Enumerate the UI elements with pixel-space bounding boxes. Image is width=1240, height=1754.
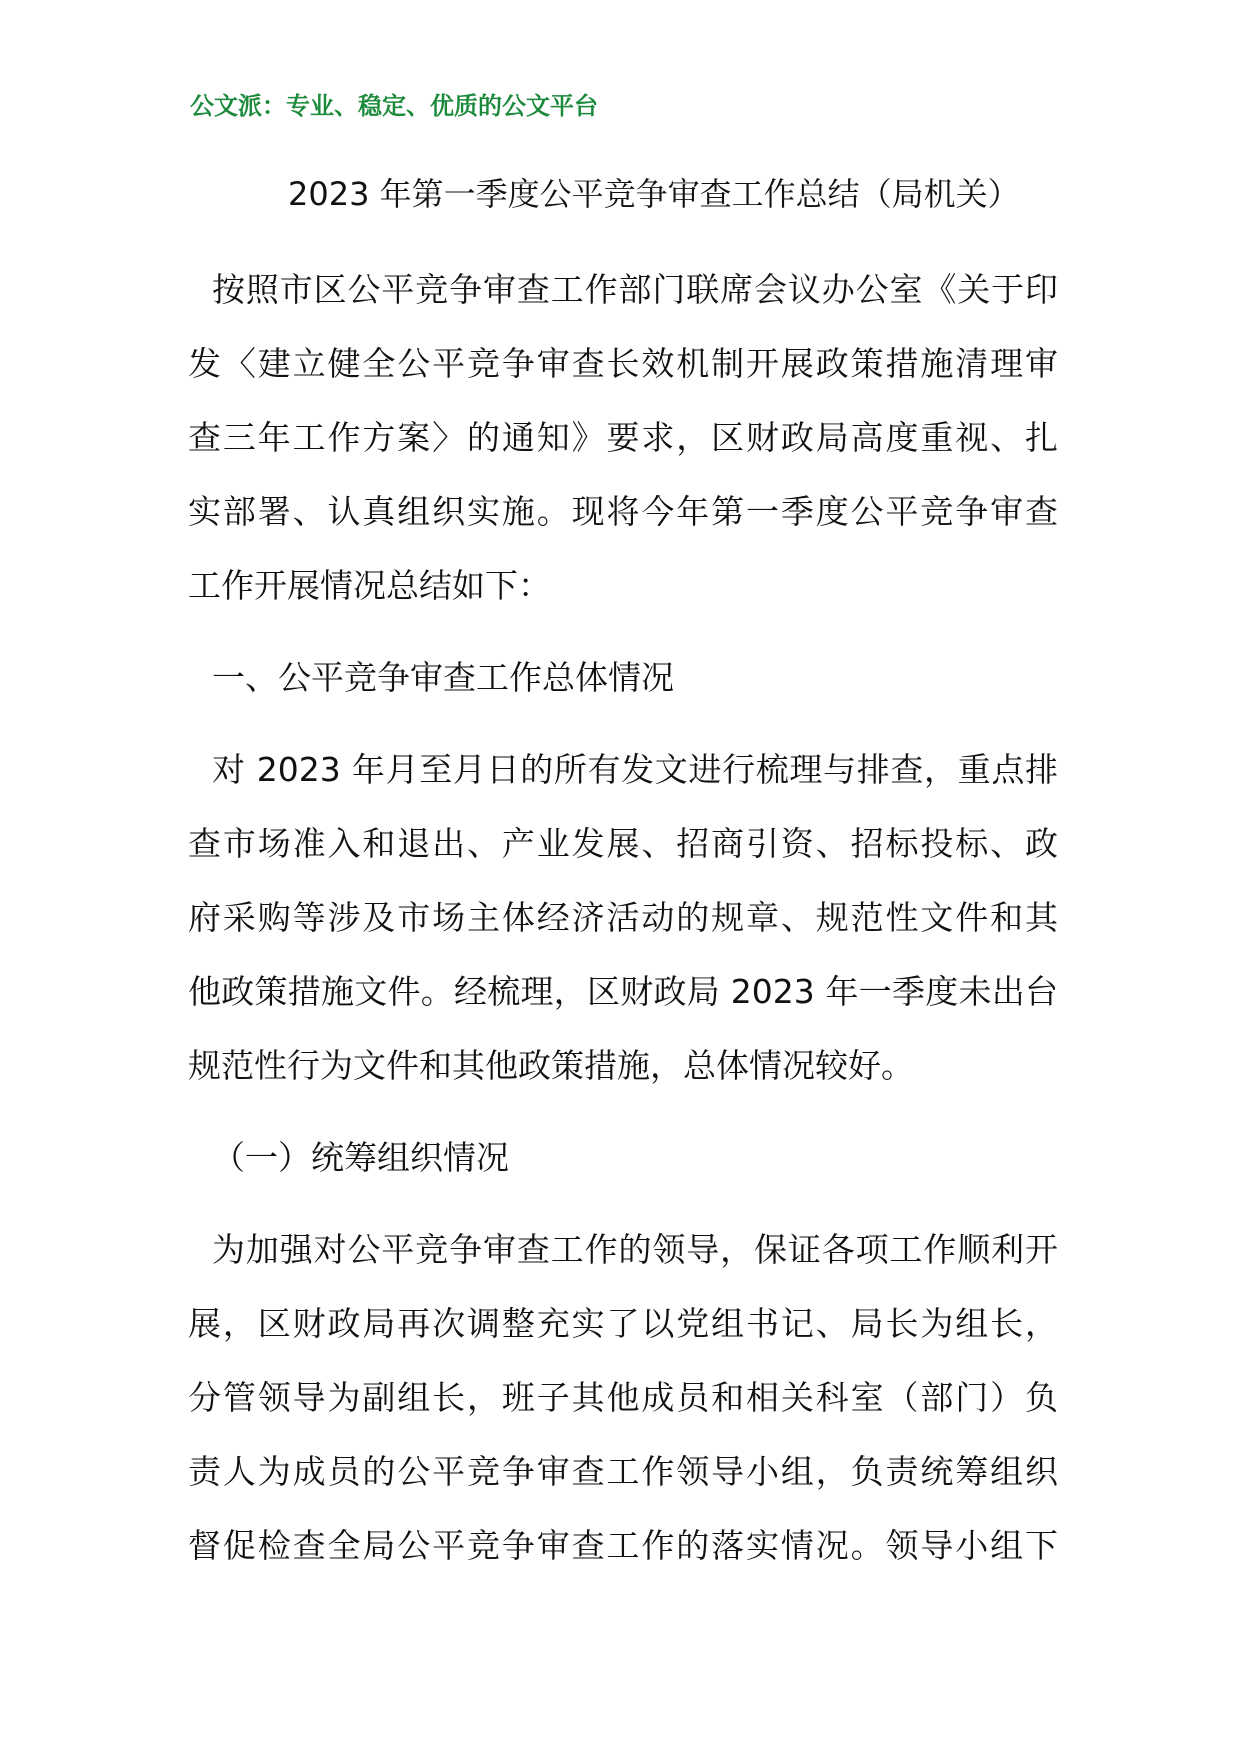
paragraph-line: 为加强对公平竞争审查工作的领导，保证各项工作顺利开 — [212, 1230, 1058, 1269]
paragraph-line: 实部署、认真组织实施。现将今年第一季度公平竞争审查 — [188, 492, 1058, 531]
paragraph-line: 按照市区公平竞争审查工作部门联席会议办公室《关于印 — [212, 270, 1058, 309]
paragraph-line: 责人为成员的公平竞争审查工作领导小组，负责统筹组织 — [188, 1452, 1058, 1491]
paragraph-line: 工作开展情况总结如下： — [188, 566, 551, 605]
paragraph-line: 他政策措施文件。经梳理，区财政局 2023 年一季度未出台 — [188, 972, 1058, 1011]
paragraph-line: 展，区财政局再次调整充实了以党组书记、局长为组长， — [188, 1304, 1058, 1343]
header-brand: 公文派：专业、稳定、优质的公文平台 — [190, 91, 598, 120]
paragraph-line: 府采购等涉及市场主体经济活动的规章、规范性文件和其 — [188, 898, 1058, 937]
paragraph-line: 查三年工作方案〉的通知》要求，区财政局高度重视、扎 — [188, 418, 1058, 457]
paragraph-line: 规范性行为文件和其他政策措施，总体情况较好。 — [188, 1046, 914, 1085]
section-heading: 一、公平竞争审查工作总体情况 — [212, 658, 674, 697]
paragraph-line: 查市场准入和退出、产业发展、招商引资、招标投标、政 — [188, 824, 1058, 863]
document-title: 2023 年第一季度公平竞争审查工作总结（局机关） — [288, 175, 1020, 213]
paragraph-line: 督促检查全局公平竞争审查工作的落实情况。领导小组下 — [188, 1526, 1058, 1565]
paragraph-line: 发〈建立健全公平竞争审查长效机制开展政策措施清理审 — [188, 344, 1058, 383]
subsection-heading: （一）统筹组织情况 — [212, 1138, 509, 1177]
paragraph-line: 对 2023 年月至月日的所有发文进行梳理与排查，重点排 — [212, 750, 1058, 789]
paragraph-line: 分管领导为副组长，班子其他成员和相关科室（部门）负 — [188, 1378, 1058, 1417]
